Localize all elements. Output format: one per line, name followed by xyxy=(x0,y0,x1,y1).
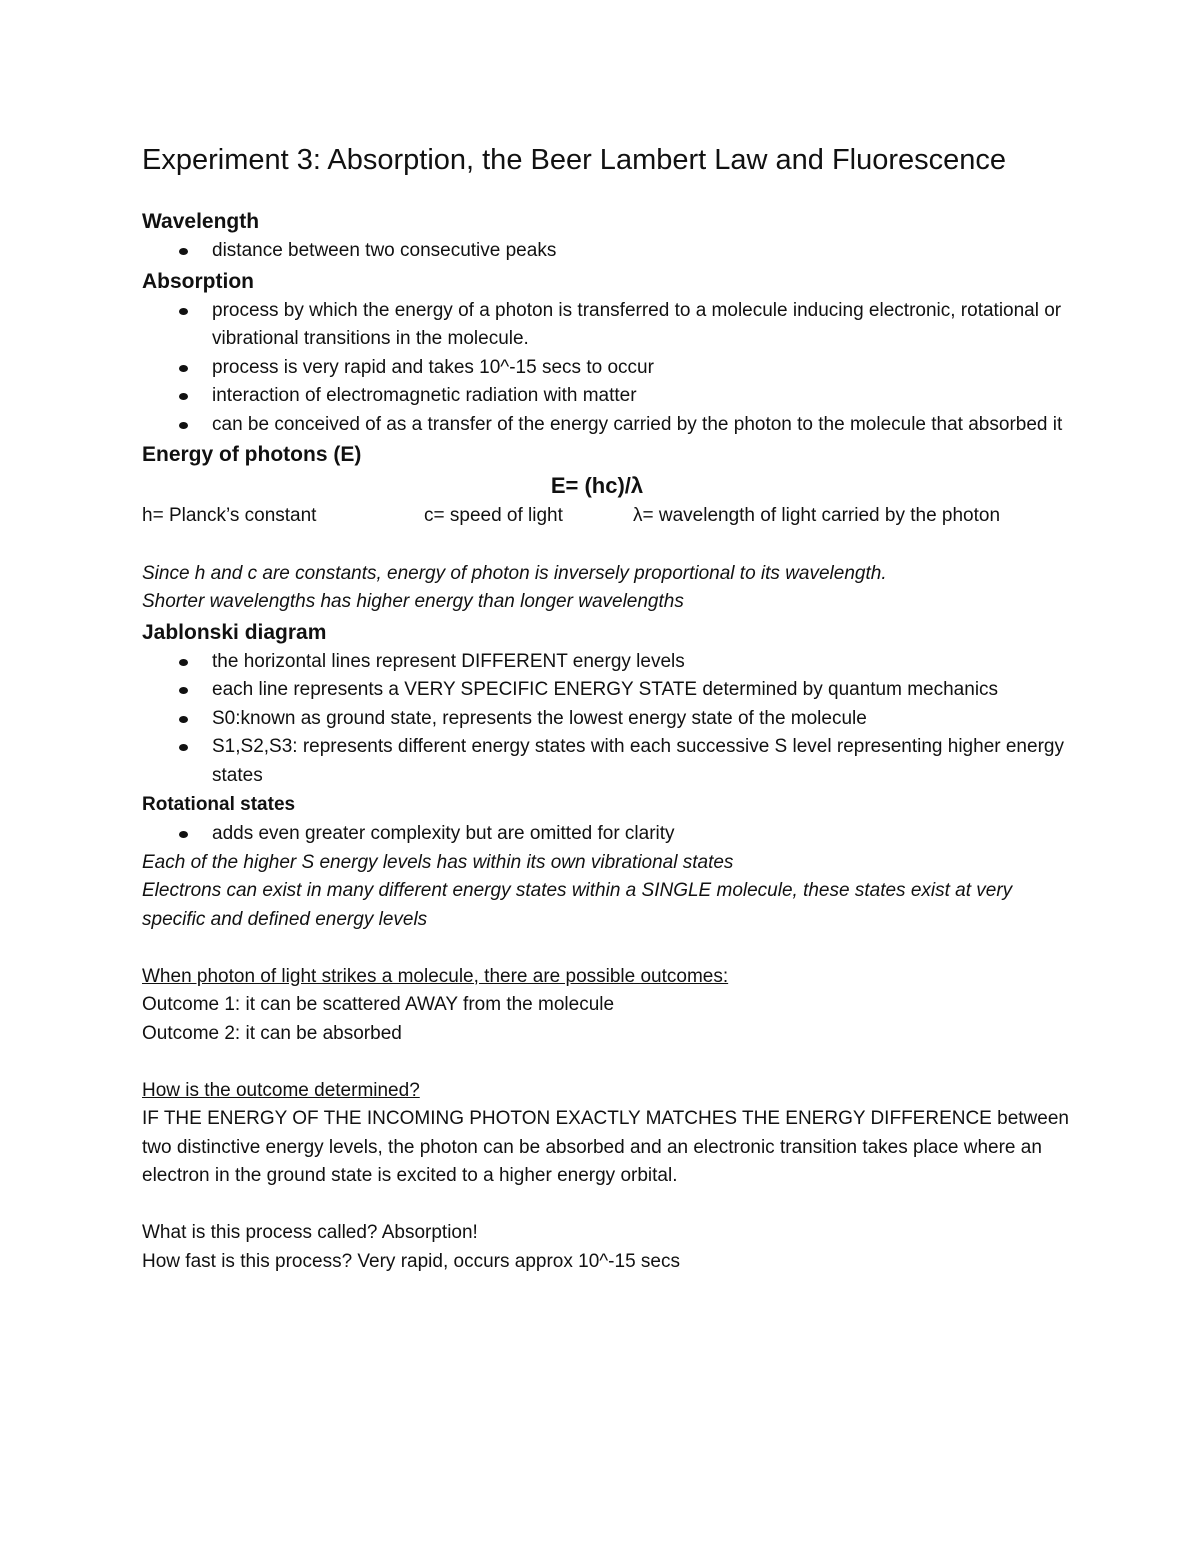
bullet-icon xyxy=(179,248,188,255)
list-item: adds even greater complexity but are omitted for clarity xyxy=(142,820,1072,849)
spacer xyxy=(142,934,1072,963)
bullet-icon xyxy=(179,393,188,400)
heading-outcomes: When photon of light strikes a molecule, there are possible outcomes: xyxy=(142,965,729,987)
spacer xyxy=(142,1048,1072,1077)
bullet-icon xyxy=(179,831,188,838)
bullet-icon xyxy=(179,687,188,694)
heading-rotational-states: Rotational states xyxy=(142,794,296,815)
formula-definitions xyxy=(142,501,1072,531)
definition-h: h= Planck’s constant xyxy=(142,505,317,526)
heading-energy-of-photons: Energy of photons (E) xyxy=(142,443,362,466)
spacer xyxy=(142,531,1072,560)
list-item: process by which the energy of a photon is transferred to a molecule inducing electronic, rotational or vibrational transitions in the molecule. xyxy=(142,297,1072,354)
energy-note-2: Shorter wavelengths has higher energy than longer wavelengths xyxy=(142,591,684,612)
bullet-icon xyxy=(179,659,188,666)
bullet-icon xyxy=(179,365,188,372)
list-item: interaction of electromagnetic radiation with matter xyxy=(142,382,1072,411)
heading-wavelength: Wavelength xyxy=(142,210,260,233)
absorption-list xyxy=(142,297,1072,440)
list-item: process is very rapid and takes 10^-15 secs to occur xyxy=(142,354,1072,383)
question-process-speed: How fast is this process? Very rapid, occurs approx 10^-15 secs xyxy=(142,1250,680,1272)
rotational-note-1: Each of the higher S energy levels has within its own vibrational states xyxy=(142,851,734,873)
spacer xyxy=(142,1191,1072,1220)
bullet-icon xyxy=(179,744,188,751)
determination-text: IF THE ENERGY OF THE INCOMING PHOTON EXACTLY MATCHES THE ENERGY DIFFERENCE between two distinctive energy levels, the photon can be absorbed and an electronic transition takes place where an electron in the ground state is excited to a higher energy orbital. xyxy=(142,1108,1069,1186)
document-body xyxy=(142,206,1072,1276)
question-process-name: What is this process called? Absorption! xyxy=(142,1222,478,1243)
list-item: S1,S2,S3: represents different energy states with each successive S level representing higher energy states xyxy=(142,733,1072,790)
list-item: the horizontal lines represent DIFFERENT energy levels xyxy=(142,648,1072,677)
outcome-2: Outcome 2: it can be absorbed xyxy=(142,1022,402,1044)
jablonski-list xyxy=(142,648,1072,791)
outcome-1: Outcome 1: it can be scattered AWAY from the molecule xyxy=(142,994,615,1015)
wavelength-list xyxy=(142,237,1072,266)
definition-c: c= speed of light xyxy=(424,505,563,526)
list-item: distance between two consecutive peaks xyxy=(142,237,1072,266)
heading-absorption: Absorption xyxy=(142,269,254,293)
bullet-icon xyxy=(179,716,188,723)
energy-formula: E= (hc)/λ xyxy=(550,473,644,498)
list-item: can be conceived of as a transfer of the energy carried by the photon to the molecule that absorbed it xyxy=(142,411,1072,440)
bullet-icon xyxy=(179,308,188,315)
page-title: Experiment 3: Absorption, the Beer Lambert Law and Fluorescence xyxy=(142,144,1007,176)
rotational-note-2: Electrons can exist in many different energy states within a SINGLE molecule, these states exist at very specific and defined energy levels xyxy=(142,880,1013,930)
definition-lambda: λ= wavelength of light carried by the photon xyxy=(633,505,1001,526)
heading-outcome-determination: How is the outcome determined? xyxy=(142,1079,420,1101)
rotational-list xyxy=(142,820,1072,849)
bullet-icon xyxy=(179,422,188,429)
list-item: S0:known as ground state, represents the lowest energy state of the molecule xyxy=(142,705,1072,734)
heading-jablonski-diagram: Jablonski diagram xyxy=(142,620,327,644)
energy-note-1: Since h and c are constants, energy of photon is inversely proportional to its wavelength. xyxy=(142,562,887,584)
list-item: each line represents a VERY SPECIFIC ENERGY STATE determined by quantum mechanics xyxy=(142,676,1072,705)
